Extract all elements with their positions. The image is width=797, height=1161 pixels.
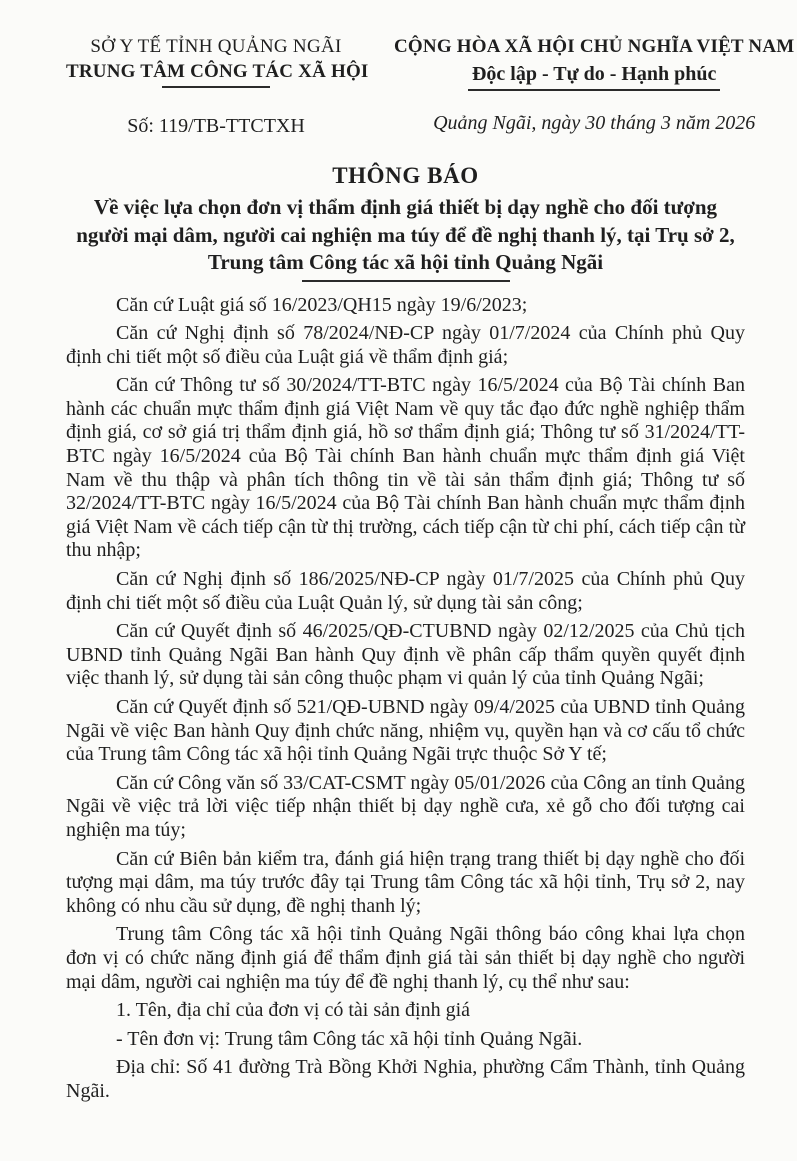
issuing-org-block <box>66 36 369 138</box>
body-unit-address-line: Địa chỉ: Số 41 đường Trà Bồng Khởi Nghia, phường Cẩm Thành, tỉnh Quảng Ngãi. <box>66 1056 745 1102</box>
parent-org-name: SỞ Y TẾ TỈNH QUẢNG NGÃI <box>90 36 342 57</box>
org-name-underline <box>162 86 270 88</box>
body-paragraph-legal-basis-7: Căn cứ Công văn số 33/CAT-CSMT ngày 05/01/2026 của Công an tỉnh Quảng Ngãi về việc trả lời việc tiếp nhận thiết bị dạy nghề cưa, xẻ gỗ cho đối tượng cai nghiện ma túy; <box>66 771 745 841</box>
document-title-block <box>66 163 745 282</box>
body-paragraph-legal-basis-1: Căn cứ Luật giá số 16/2023/QH15 ngày 19/6/2023; <box>116 293 528 316</box>
national-motto: Độc lập - Tự do - Hạnh phúc <box>468 63 720 91</box>
document-subject <box>66 194 745 277</box>
body-paragraph-announcement: Trung tâm Công tác xã hội tỉnh Quảng Ngãi thông báo công khai lựa chọn đơn vị có chức năng định giá để thẩm định giá tài sản thiết bị dạy nghề cho người mại dâm, người cai nghiện ma túy để đề nghị thanh lý, cụ thể như sau: <box>66 923 745 993</box>
body-paragraph-legal-basis-4: Căn cứ Nghị định số 186/2025/NĐ-CP ngày 01/7/2025 của Chính phủ Quy định chi tiết một số điều của Luật Quản lý, sử dụng tài sản công; <box>66 568 745 614</box>
national-header-block <box>394 36 794 135</box>
title-underline <box>302 280 510 282</box>
org-name: TRUNG TÂM CÔNG TÁC XÃ HỘI <box>66 61 369 82</box>
body-paragraph-legal-basis-2: Căn cứ Nghị định số 78/2024/NĐ-CP ngày 01/7/2024 của Chính phủ Quy định chi tiết một số điều của Luật giá về thẩm định giá; <box>66 322 745 368</box>
body-section-1-heading: 1. Tên, địa chỉ của đơn vị có tài sản định giá <box>116 999 471 1022</box>
body-paragraph-legal-basis-8: Căn cứ Biên bản kiểm tra, đánh giá hiện trạng trang thiết bị dạy nghề cho đối tượng mại dâm, ma túy trước đây tại Trung tâm Công tác xã hội tỉnh, Trụ sở 2, nay không có nhu cầu sử dụng, đề nghị thanh lý; <box>66 847 745 917</box>
country-title: CỘNG HÒA XÃ HỘI CHỦ NGHĨA VIỆT NAM <box>394 36 795 57</box>
document-header <box>66 36 795 138</box>
place-and-date: Quảng Ngãi, ngày 30 tháng 3 năm 2026 <box>433 112 756 134</box>
subject-line-1: Về việc lựa chọn đơn vị thẩm định giá thiết bị dạy nghề cho đối tượng <box>93 195 718 219</box>
body-paragraph-legal-basis-3: Căn cứ Thông tư số 30/2024/TT-BTC ngày 16/5/2024 của Bộ Tài chính Ban hành các chuẩn mực thẩm định giá Việt Nam về quy tắc đạo đức nghề nghiệp thẩm định giá, cơ sở giá trị thẩm định giá, hồ sơ thẩm định giá; Thông tư số 31/2024/TT-BTC ngày 16/5/2024 của Bộ Tài chính Ban hành chuẩn mực thẩm định giá Việt Nam về thu thập và phân tích thông tin về tài sản thẩm định giá; Thông tư số 32/2024/TT-BTC ngày 16/5/2024 của Bộ Tài chính Ban hành chuẩn mực thẩm định giá Việt Nam về cách tiếp cận từ thị trường, cách tiếp cận từ chi phí, cách tiếp cận từ thu nhập; <box>66 374 745 562</box>
body-unit-name-line: - Tên đơn vị: Trung tâm Công tác xã hội tỉnh Quảng Ngãi. <box>116 1027 583 1050</box>
document-type-title: THÔNG BÁO <box>332 163 479 188</box>
body-paragraph-legal-basis-6: Căn cứ Quyết định số 521/QĐ-UBND ngày 09/4/2025 của UBND tỉnh Quảng Ngãi về việc Ban hành Quy định chức năng, nhiệm vụ, quyền hạn và cơ cấu tổ chức của Trung tâm Công tác xã hội tỉnh Quảng Ngãi trực thuộc Sở Y tế; <box>66 696 745 766</box>
document-number: Số: 119/TB-TTCTXH <box>127 115 305 137</box>
document-body <box>66 294 745 1104</box>
subject-line-3: Trung tâm Công tác xã hội tỉnh Quảng Ngãi <box>207 250 604 274</box>
subject-line-2: người mại dâm, người cai nghiện ma túy để đề nghị thanh lý, tại Trụ sở 2, <box>76 222 735 247</box>
body-paragraph-legal-basis-5: Căn cứ Quyết định số 46/2025/QĐ-CTUBND ngày 02/12/2025 của Chủ tịch UBND tỉnh Quảng Ngãi Ban hành Quy định về phân cấp thẩm quyền quyết định việc thanh lý, sử dụng tài sản công thuộc phạm vi quản lý của tỉnh Quảng Ngãi; <box>66 620 745 690</box>
